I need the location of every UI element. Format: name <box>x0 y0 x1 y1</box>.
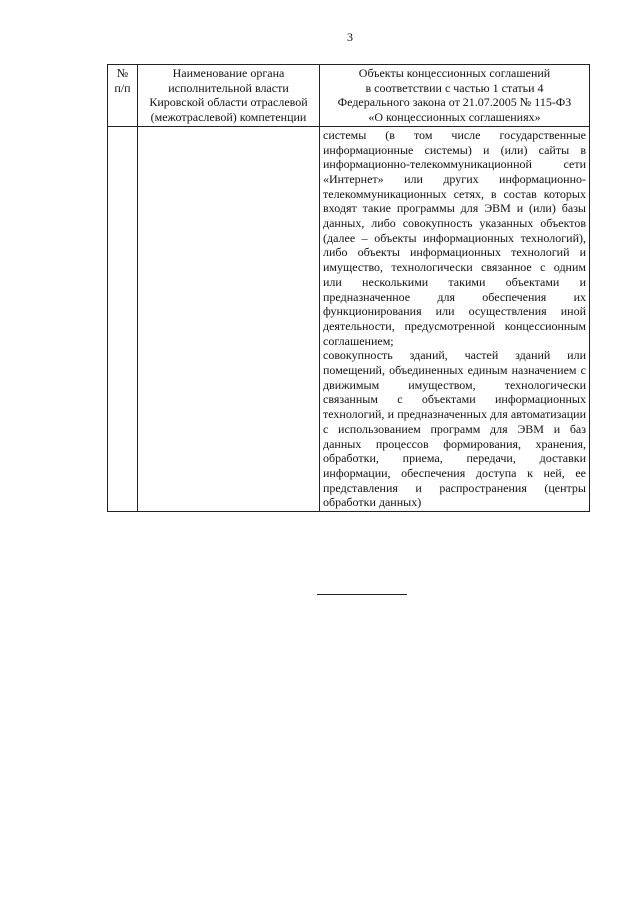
cell-objects <box>320 126 590 511</box>
table-row <box>108 126 590 511</box>
header-objects <box>320 65 590 127</box>
header-objects-line4: «О концессионных соглашениях» <box>368 110 541 125</box>
table-header-row <box>108 65 590 127</box>
page-number: 3 <box>347 30 353 44</box>
header-objects-line1: Объекты концессионных соглашений <box>358 66 551 80</box>
end-of-document-line <box>317 594 407 595</box>
objects-paragraph-2: совокупность зданий, частей зданий или помещений, объединенных единым назначением с движимым имуществом, технологически связанным с объектами информационных технологий, и предназначенных для автоматизации с использованием программ для ЭВМ и баз данных процессов формирования, хранения, обработки, приема, передачи, доставки информации, обеспечения доступа к ней, ее представления и распространения (центры обработки данных) <box>323 348 586 510</box>
header-objects-line3: Федерального закона от 21.07.2005 № 115-ФЗ <box>337 95 572 110</box>
header-objects-line2: в соответствии с частью 1 статьи 4 <box>365 80 544 95</box>
header-number: № п/п <box>108 65 138 127</box>
cell-authority <box>138 126 320 511</box>
objects-paragraph-1: системы (в том числе государственные информационные системы) и (или) сайты в информационно-телекоммуникационной сети «Интернет» или других информационно-телекоммуникационных сетях, в состав которых входят такие программы для ЭВМ и (или) базы данных, либо совокупность указанных объектов (далее – объекты информационных технологий), либо объекты информационных технологий и имущество, технологически связанное с одним или несколькими такими объектами и предназначенное для обеспечения их функционирования или осуществления иной деятельности, предусмотренной концессионным соглашением; <box>323 127 586 348</box>
concession-objects-table <box>107 64 590 512</box>
header-authority: Наименование органа исполнительной власти Кировской области отраслевой (межотраслевой) компетенции <box>138 65 320 127</box>
cell-number <box>108 126 138 511</box>
